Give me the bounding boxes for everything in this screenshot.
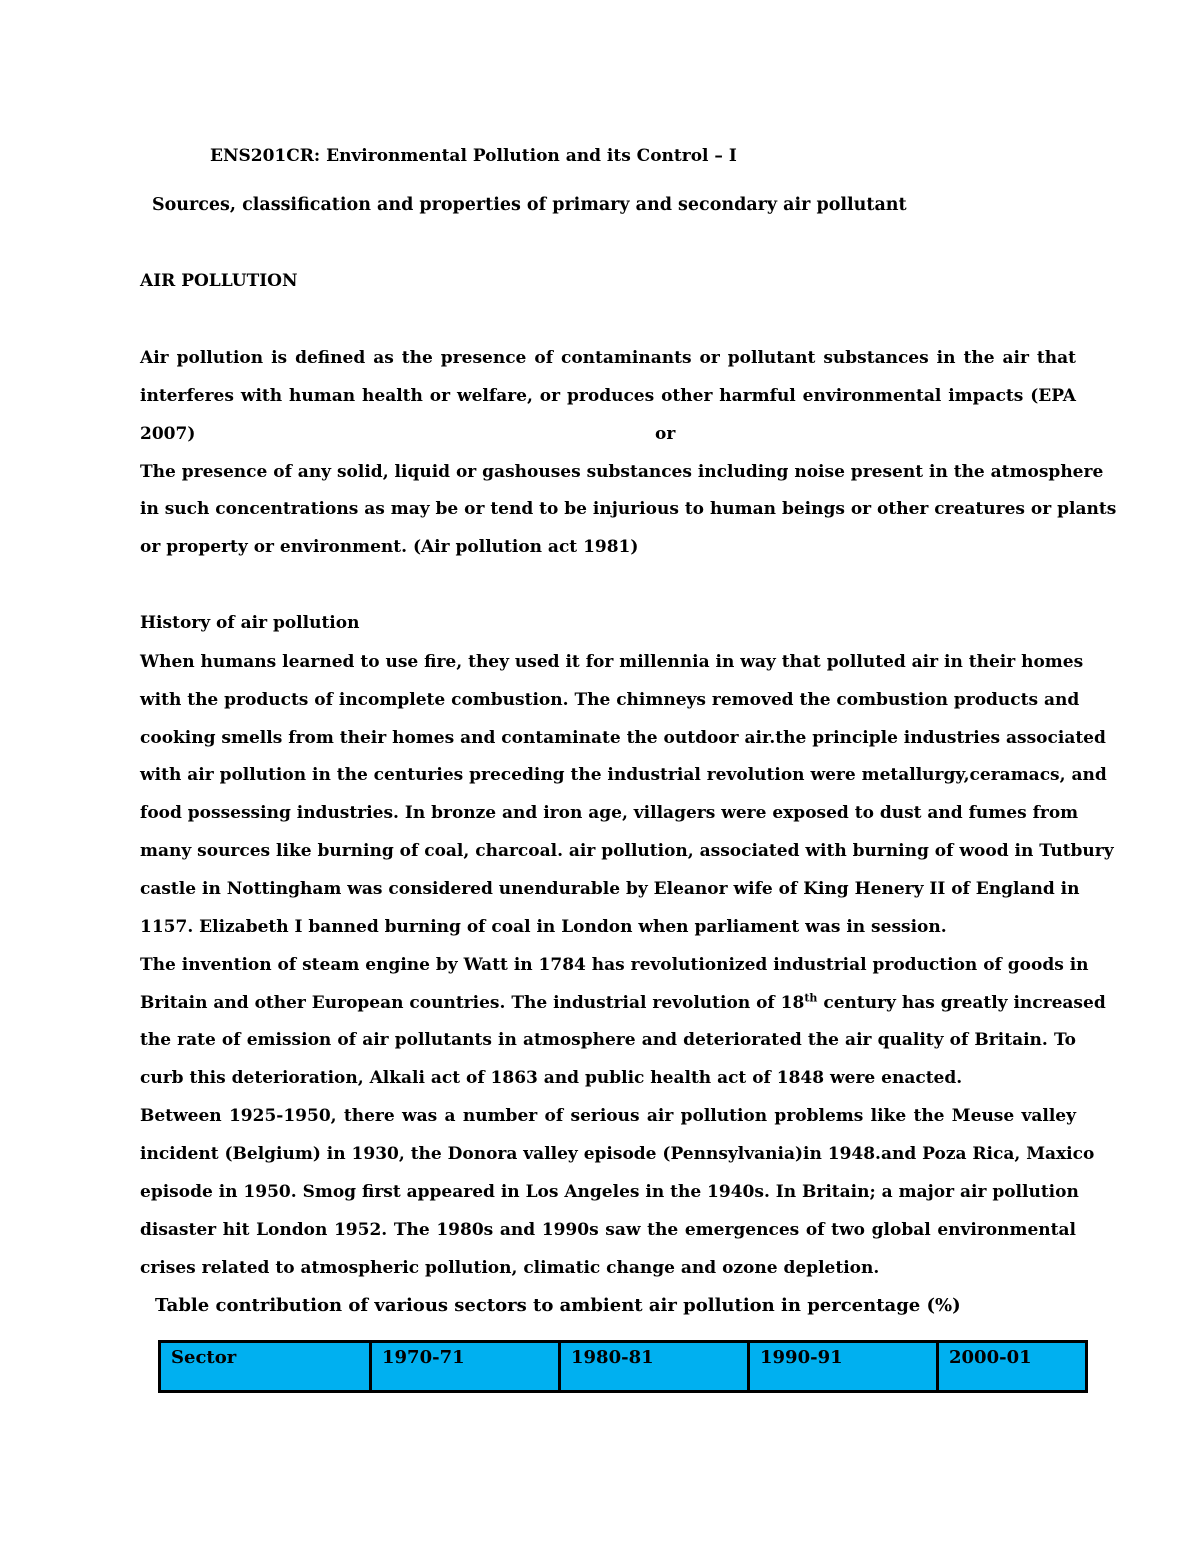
history-heading: History of air pollution: [140, 613, 360, 633]
history-text: Britain and other European countries. The industrial revolution of 18: [140, 993, 805, 1013]
definition-or: or: [655, 424, 676, 444]
history-line: crises related to atmospheric pollution, climatic change and ozone depletion.: [140, 1258, 880, 1278]
definition-line-last: [140, 423, 1076, 445]
table-header-row: [160, 1342, 1087, 1392]
table-header-cell: 1980-81: [560, 1342, 749, 1392]
subtitle: Sources, classification and properties of primary and secondary air pollutant: [152, 195, 907, 215]
history-line: disaster hit London 1952. The 1980s and 1990s saw the emergences of two global environmental: [140, 1220, 1076, 1240]
definition-line: Air pollution is defined as the presence of contaminants or pollutant substances in the air that: [140, 348, 1076, 368]
table-header-cell: 2000-01: [938, 1342, 1087, 1392]
definition-citation: 2007): [140, 424, 196, 444]
definition-alt-line: or property or environment. (Air pollution act 1981): [140, 537, 639, 557]
history-line: Between 1925-1950, there was a number of serious air pollution problems like the Meuse valley: [140, 1106, 1076, 1126]
table-caption: Table contribution of various sectors to ambient air pollution in percentage (%): [155, 1295, 961, 1316]
definition-alt-line: in such concentrations as may be or tend to be injurious to human beings or other creatures or plants: [140, 499, 1117, 519]
superscript: th: [804, 991, 818, 1005]
history-line: with air pollution in the centuries preceding the industrial revolution were metallurgy,ceramacs, and: [140, 765, 1107, 785]
history-line: many sources like burning of coal, charcoal. air pollution, associated with burning of wood in Tutbury: [140, 841, 1114, 861]
history-line: incident (Belgium) in 1930, the Donora valley episode (Pennsylvania)in 1948.and Poza Rica, Maxico: [140, 1144, 1095, 1164]
history-line: curb this deterioration, Alkali act of 1863 and public health act of 1848 were enacted.: [140, 1068, 963, 1088]
history-line: The invention of steam engine by Watt in 1784 has revolutionized industrial production of goods in: [140, 955, 1089, 975]
history-line: with the products of incomplete combustion. The chimneys removed the combustion products and: [140, 690, 1080, 710]
history-line: 1157. Elizabeth I banned burning of coal in London when parliament was in session.: [140, 917, 947, 937]
history-line: episode in 1950. Smog first appeared in Los Angeles in the 1940s. In Britain; a major air pollution: [140, 1182, 1079, 1202]
table-header-cell: Sector: [160, 1342, 371, 1392]
history-line: food possessing industries. In bronze and iron age, villagers were exposed to dust and fumes from: [140, 803, 1079, 823]
definition-line: interferes with human health or welfare, or produces other harmful environmental impacts (EPA: [140, 386, 1076, 406]
history-line-with-superscript: [140, 991, 1106, 1014]
history-text: century has greatly increased: [817, 993, 1106, 1013]
sector-table: [158, 1340, 1088, 1393]
definition-alt-line: The presence of any solid, liquid or gashouses substances including noise present in the atmosphere: [140, 462, 1104, 482]
history-line: cooking smells from their homes and contaminate the outdoor air.the principle industries associated: [140, 728, 1106, 748]
table-header-cell: 1970-71: [371, 1342, 560, 1392]
history-line: the rate of emission of air pollutants in atmosphere and deteriorated the air quality of Britain. To: [140, 1030, 1076, 1050]
history-line: castle in Nottingham was considered unendurable by Eleanor wife of King Henery II of England in: [140, 879, 1080, 899]
table-header-cell: 1990-91: [749, 1342, 938, 1392]
course-title: ENS201CR: Environmental Pollution and its Control – I: [210, 146, 737, 166]
history-line: When humans learned to use fire, they used it for millennia in way that polluted air in their homes: [140, 652, 1084, 672]
section-title: AIR POLLUTION: [140, 271, 298, 291]
